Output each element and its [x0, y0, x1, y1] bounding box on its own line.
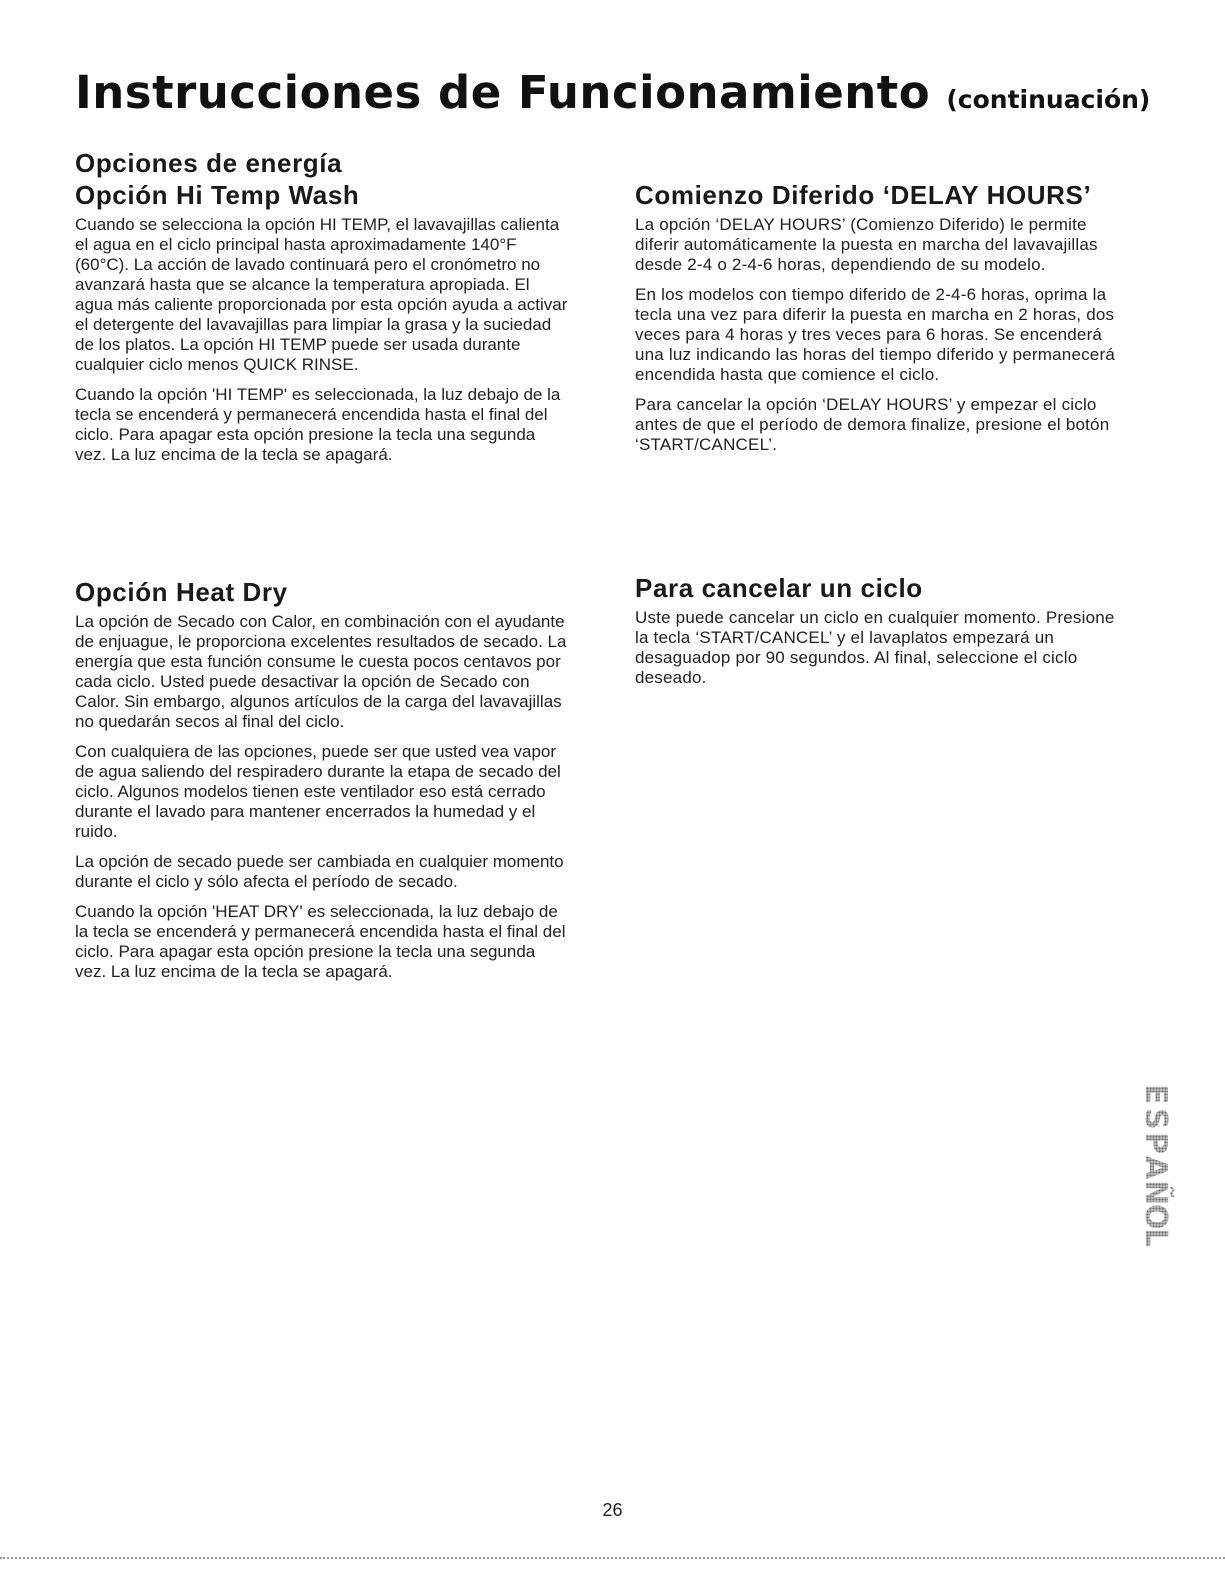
delay-hours-paragraph-3: Para cancelar la opción ‘DELAY HOURS’ y empezar el ciclo antes de que el período de demora finalize, presione el botón ‘START/CANCEL’.: [635, 395, 1110, 454]
cancel-cycle-block: [635, 572, 1120, 698]
heat-dry-block: [75, 576, 570, 992]
cancel-cycle-paragraph-1: Uste puede cancelar un ciclo en cualquier momento. Presione la tecla ‘START/CANCEL’ y el lavaplatos empezará un desaguadop por 90 segundos. Al final, seleccione el ciclo deseado.: [635, 608, 1115, 687]
heat-dry-paragraph-1: La opción de Secado con Calor, en combinación con el ayudante de enjuague, le proporciona excelentes resultados de secado. La energía que esta función consume le cuesta pocos centavos por cada ciclo. Usted puede desactivar la opción de Secado con Calor. Sin embargo, algunos artículos de la carga del lavavajillas no quedarán secos al final del ciclo.: [75, 612, 567, 731]
side-tab-letter: L: [1138, 1228, 1173, 1248]
delay-hours-paragraph-2: En los modelos con tiempo diferido de 2-4-6 horas, oprima la tecla una vez para diferir la puesta en marcha en 2 horas, dos veces para 4 horas y tres veces para 6 horas. Se encenderá una luz indicando las horas del tiempo diferido y permanecerá encendida hasta que comience el ciclo.: [635, 285, 1115, 384]
side-tab-letter: A: [1138, 1156, 1173, 1180]
delay-hours-heading: Comienzo Diferido ‘DELAY HOURS’: [635, 180, 1092, 210]
bottom-rule: [0, 1557, 1225, 1559]
heat-dry-paragraph-3: La opción de secado puede ser cambiada en cualquier momento durante el ciclo y sólo afecta el período de secado.: [75, 852, 564, 891]
heat-dry-heading: Opción Heat Dry: [75, 577, 288, 607]
page-title: [75, 66, 1150, 119]
delay-hours-paragraph-1: La opción ‘DELAY HOURS’ (Comienzo Diferido) le permite diferir automáticamente la puesta en marcha del lavavajillas desde 2-4 o 2-4-6 horas, dependiendo de su modelo.: [635, 215, 1098, 274]
side-tab-letter: O: [1138, 1204, 1173, 1230]
side-tab-letter: E: [1138, 1084, 1173, 1105]
hi-temp-wash-block: [75, 147, 570, 475]
power-options-heading: Opciones de energía: [75, 148, 343, 178]
side-tab-letter: Ñ: [1138, 1180, 1173, 1206]
side-tab-letter: S: [1138, 1108, 1173, 1130]
heat-dry-paragraph-2: Con cualquiera de las opciones, puede ser que usted vea vapor de agua saliendo del respiradero durante la etapa de secado del ciclo. Algunos modelos tienen este ventilador eso está cerrado durante el lavado para mantener encerrados la humedad y el ruido.: [75, 742, 561, 841]
language-side-tab-graphic: [1118, 1080, 1198, 1255]
page-number: 26: [602, 1500, 623, 1520]
heat-dry-paragraph-4: Cuando la opción 'HEAT DRY' es seleccionada, la luz debajo de la tecla se encenderá y permanecerá encendida hasta el final del ciclo. Para apagar esta opción presione la tecla una segunda vez. La luz encima de la tecla se apagará.: [75, 902, 566, 981]
language-side-tab: [1118, 1080, 1198, 1255]
page-title-main: Instrucciones de Funcionamiento: [75, 66, 931, 119]
hi-temp-wash-paragraph-1: Cuando se selecciona la opción HI TEMP, el lavavajillas calienta el agua en el ciclo principal hasta aproximadamente 140°F (60°C). La acción de lavado continuará pero el cronómetro no avanzará hasta que se alcance la temperatura apropiada. El agua más caliente proporcionada por esta opción ayuda a activar el detergente del lavavajillas para limpiar la grasa y la suciedad de los platos. La opción HI TEMP puede ser usada durante cualquier ciclo menos QUICK RINSE.: [75, 215, 568, 374]
page-title-continuation: (continuación): [946, 85, 1151, 114]
cancel-cycle-heading: Para cancelar un ciclo: [635, 573, 923, 603]
hi-temp-wash-paragraph-2: Cuando la opción 'HI TEMP' es seleccionada, la luz debajo de la tecla se encenderá y permanecerá encendida hasta el final del ciclo. Para apagar esta opción presione la tecla una segunda vez. La luz encima de la tecla se apagará.: [75, 385, 561, 464]
delay-hours-block: [635, 179, 1120, 465]
side-tab-letter: P: [1138, 1132, 1173, 1154]
hi-temp-wash-heading: Opción Hi Temp Wash: [75, 180, 360, 210]
